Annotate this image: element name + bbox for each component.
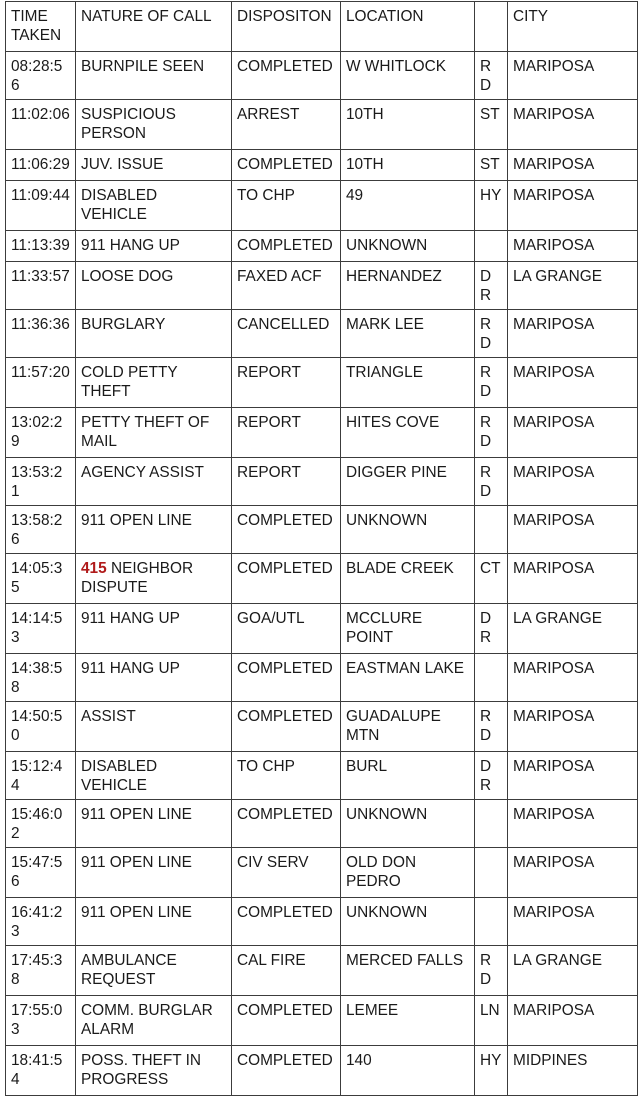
cell-city: MARIPOSA (508, 231, 638, 262)
cell-suffix (475, 231, 508, 262)
cell-location: HITES COVE (341, 408, 475, 458)
nature-text: JUV. ISSUE (81, 156, 164, 173)
cell-time: 14:14:53 (6, 604, 76, 654)
cell-nature (76, 898, 232, 946)
cell-location: 140 (341, 1046, 475, 1096)
header-time: TIME TAKEN (6, 2, 76, 52)
cell-nature (76, 946, 232, 996)
table-row (6, 408, 638, 458)
cell-location: MERCED FALLS (341, 946, 475, 996)
cell-suffix (475, 654, 508, 702)
cell-city: MARIPOSA (508, 752, 638, 800)
header-city: CITY (508, 2, 638, 52)
cell-disposition: REPORT (232, 458, 341, 506)
cell-city: MARIPOSA (508, 702, 638, 752)
cell-location: DIGGER PINE (341, 458, 475, 506)
cell-location: UNKNOWN (341, 800, 475, 848)
cell-time: 08:28:56 (6, 52, 76, 100)
cell-nature (76, 181, 232, 231)
table-row (6, 654, 638, 702)
cell-suffix: RD (475, 310, 508, 358)
table-row (6, 1046, 638, 1096)
cell-city: MARIPOSA (508, 100, 638, 150)
nature-text: COLD PETTY THEFT (81, 364, 178, 400)
cell-time: 17:45:38 (6, 946, 76, 996)
cell-suffix: RD (475, 408, 508, 458)
nature-text: NEIGHBOR DISPUTE (81, 560, 194, 596)
cell-suffix (475, 848, 508, 898)
cell-disposition: COMPLETED (232, 800, 341, 848)
cell-time: 16:41:23 (6, 898, 76, 946)
cell-location: 10TH (341, 150, 475, 181)
nature-text: 911 HANG UP (81, 660, 180, 677)
header-location: LOCATION (341, 2, 475, 52)
cell-suffix: ST (475, 150, 508, 181)
call-log-body (6, 2, 638, 1096)
table-row (6, 506, 638, 554)
cell-location: MARK LEE (341, 310, 475, 358)
cell-nature (76, 310, 232, 358)
cell-nature (76, 150, 232, 181)
cell-time: 13:58:26 (6, 506, 76, 554)
cell-time: 14:50:50 (6, 702, 76, 752)
cell-city: MARIPOSA (508, 310, 638, 358)
nature-text: SUSPICIOUS PERSON (81, 106, 176, 142)
cell-location: BLADE CREEK (341, 554, 475, 604)
table-row (6, 262, 638, 310)
table-row (6, 52, 638, 100)
cell-time: 11:57:20 (6, 358, 76, 408)
cell-location: BURL (341, 752, 475, 800)
cell-location: EASTMAN LAKE (341, 654, 475, 702)
cell-time: 18:41:54 (6, 1046, 76, 1096)
cell-nature (76, 458, 232, 506)
cell-location: LEMEE (341, 996, 475, 1046)
cell-location: MCCLURE POINT (341, 604, 475, 654)
cell-time: 11:13:39 (6, 231, 76, 262)
cell-time: 11:36:36 (6, 310, 76, 358)
header-nature: NATURE OF CALL (76, 2, 232, 52)
cell-time: 11:09:44 (6, 181, 76, 231)
cell-suffix (475, 800, 508, 848)
cell-location: GUADALUPE MTN (341, 702, 475, 752)
cell-disposition: REPORT (232, 408, 341, 458)
cell-disposition: FAXED ACF (232, 262, 341, 310)
cell-nature (76, 52, 232, 100)
nature-text: LOOSE DOG (81, 268, 174, 285)
cell-time: 14:38:58 (6, 654, 76, 702)
nature-text: 911 HANG UP (81, 237, 180, 254)
cell-location: UNKNOWN (341, 898, 475, 946)
table-row (6, 358, 638, 408)
cell-time: 14:05:35 (6, 554, 76, 604)
cell-nature (76, 100, 232, 150)
table-row (6, 702, 638, 752)
table-row (6, 946, 638, 996)
cell-nature (76, 848, 232, 898)
cell-location: UNKNOWN (341, 231, 475, 262)
cell-disposition: COMPLETED (232, 1046, 341, 1096)
cell-time: 17:55:03 (6, 996, 76, 1046)
cell-suffix: HY (475, 1046, 508, 1096)
nature-text: 911 OPEN LINE (81, 806, 192, 823)
table-row (6, 848, 638, 898)
cell-suffix: CT (475, 554, 508, 604)
cell-location: OLD DON PEDRO (341, 848, 475, 898)
cell-city: MARIPOSA (508, 800, 638, 848)
cell-location: 49 (341, 181, 475, 231)
cell-disposition: CIV SERV (232, 848, 341, 898)
nature-text: COMM. BURGLAR ALARM (81, 1002, 213, 1038)
cell-city: MARIPOSA (508, 358, 638, 408)
cell-suffix (475, 506, 508, 554)
table-row (6, 752, 638, 800)
cell-location: 10TH (341, 100, 475, 150)
cell-disposition: COMPLETED (232, 231, 341, 262)
cell-time: 15:46:02 (6, 800, 76, 848)
cell-nature (76, 654, 232, 702)
cell-suffix: DR (475, 752, 508, 800)
cell-disposition: COMPLETED (232, 52, 341, 100)
table-row (6, 996, 638, 1046)
nature-text: 911 OPEN LINE (81, 512, 192, 529)
table-row (6, 100, 638, 150)
cell-location: HERNANDEZ (341, 262, 475, 310)
cell-disposition: COMPLETED (232, 898, 341, 946)
nature-text: PETTY THEFT OF MAIL (81, 414, 210, 450)
table-row (6, 554, 638, 604)
nature-text: AMBULANCE REQUEST (81, 952, 177, 988)
cell-disposition: TO CHP (232, 752, 341, 800)
table-row (6, 458, 638, 506)
header-suffix (475, 2, 508, 52)
cell-nature (76, 408, 232, 458)
cell-nature (76, 752, 232, 800)
cell-city: LA GRANGE (508, 262, 638, 310)
cell-nature (76, 262, 232, 310)
cell-city: LA GRANGE (508, 604, 638, 654)
cell-suffix: RD (475, 458, 508, 506)
cell-time: 13:02:29 (6, 408, 76, 458)
cell-disposition: COMPLETED (232, 150, 341, 181)
cell-city: MARIPOSA (508, 898, 638, 946)
cell-nature (76, 1046, 232, 1096)
nature-text: AGENCY ASSIST (81, 464, 204, 481)
nature-text: ASSIST (81, 708, 136, 725)
call-log-table (5, 1, 638, 1096)
cell-nature (76, 996, 232, 1046)
cell-nature (76, 358, 232, 408)
cell-disposition: COMPLETED (232, 654, 341, 702)
table-row (6, 604, 638, 654)
cell-city: MARIPOSA (508, 848, 638, 898)
nature-text: POSS. THEFT IN PROGRESS (81, 1052, 202, 1088)
cell-city: MARIPOSA (508, 996, 638, 1046)
cell-city: MARIPOSA (508, 506, 638, 554)
nature-text: 911 OPEN LINE (81, 854, 192, 871)
cell-city: MARIPOSA (508, 654, 638, 702)
nature-text: BURNPILE SEEN (81, 58, 205, 75)
table-row (6, 181, 638, 231)
cell-city: MARIPOSA (508, 554, 638, 604)
nature-text: DISABLED VEHICLE (81, 187, 158, 223)
cell-disposition: REPORT (232, 358, 341, 408)
cell-city: MIDPINES (508, 1046, 638, 1096)
cell-disposition: CANCELLED (232, 310, 341, 358)
cell-nature (76, 604, 232, 654)
cell-nature (76, 231, 232, 262)
cell-time: 11:02:06 (6, 100, 76, 150)
cell-city: MARIPOSA (508, 52, 638, 100)
cell-city: MARIPOSA (508, 181, 638, 231)
cell-disposition: CAL FIRE (232, 946, 341, 996)
cell-suffix: HY (475, 181, 508, 231)
cell-suffix: RD (475, 52, 508, 100)
cell-disposition: COMPLETED (232, 554, 341, 604)
cell-city: MARIPOSA (508, 150, 638, 181)
nature-text: 911 HANG UP (81, 610, 180, 627)
cell-location: TRIANGLE (341, 358, 475, 408)
cell-suffix: RD (475, 946, 508, 996)
cell-suffix (475, 898, 508, 946)
cell-nature (76, 554, 232, 604)
cell-nature (76, 506, 232, 554)
cell-disposition: COMPLETED (232, 702, 341, 752)
cell-suffix: DR (475, 262, 508, 310)
header-row (6, 2, 638, 52)
call-code: 415 (81, 560, 107, 577)
header-disposition: DISPOSITON (232, 2, 341, 52)
cell-city: MARIPOSA (508, 458, 638, 506)
table-row (6, 898, 638, 946)
cell-time: 13:53:21 (6, 458, 76, 506)
nature-text: BURGLARY (81, 316, 166, 333)
nature-text: 911 OPEN LINE (81, 904, 192, 921)
cell-time: 15:47:56 (6, 848, 76, 898)
table-row (6, 150, 638, 181)
cell-suffix: DR (475, 604, 508, 654)
cell-suffix: LN (475, 996, 508, 1046)
cell-time: 15:12:44 (6, 752, 76, 800)
nature-text: DISABLED VEHICLE (81, 758, 158, 794)
cell-disposition: COMPLETED (232, 996, 341, 1046)
cell-time: 11:33:57 (6, 262, 76, 310)
cell-disposition: TO CHP (232, 181, 341, 231)
table-row (6, 310, 638, 358)
cell-disposition: COMPLETED (232, 506, 341, 554)
table-row (6, 800, 638, 848)
table-row (6, 231, 638, 262)
cell-location: UNKNOWN (341, 506, 475, 554)
cell-city: MARIPOSA (508, 408, 638, 458)
cell-nature (76, 800, 232, 848)
cell-location: W WHITLOCK (341, 52, 475, 100)
cell-disposition: GOA/UTL (232, 604, 341, 654)
cell-time: 11:06:29 (6, 150, 76, 181)
cell-city: LA GRANGE (508, 946, 638, 996)
cell-nature (76, 702, 232, 752)
cell-disposition: ARREST (232, 100, 341, 150)
cell-suffix: ST (475, 100, 508, 150)
cell-suffix: RD (475, 702, 508, 752)
cell-suffix: RD (475, 358, 508, 408)
